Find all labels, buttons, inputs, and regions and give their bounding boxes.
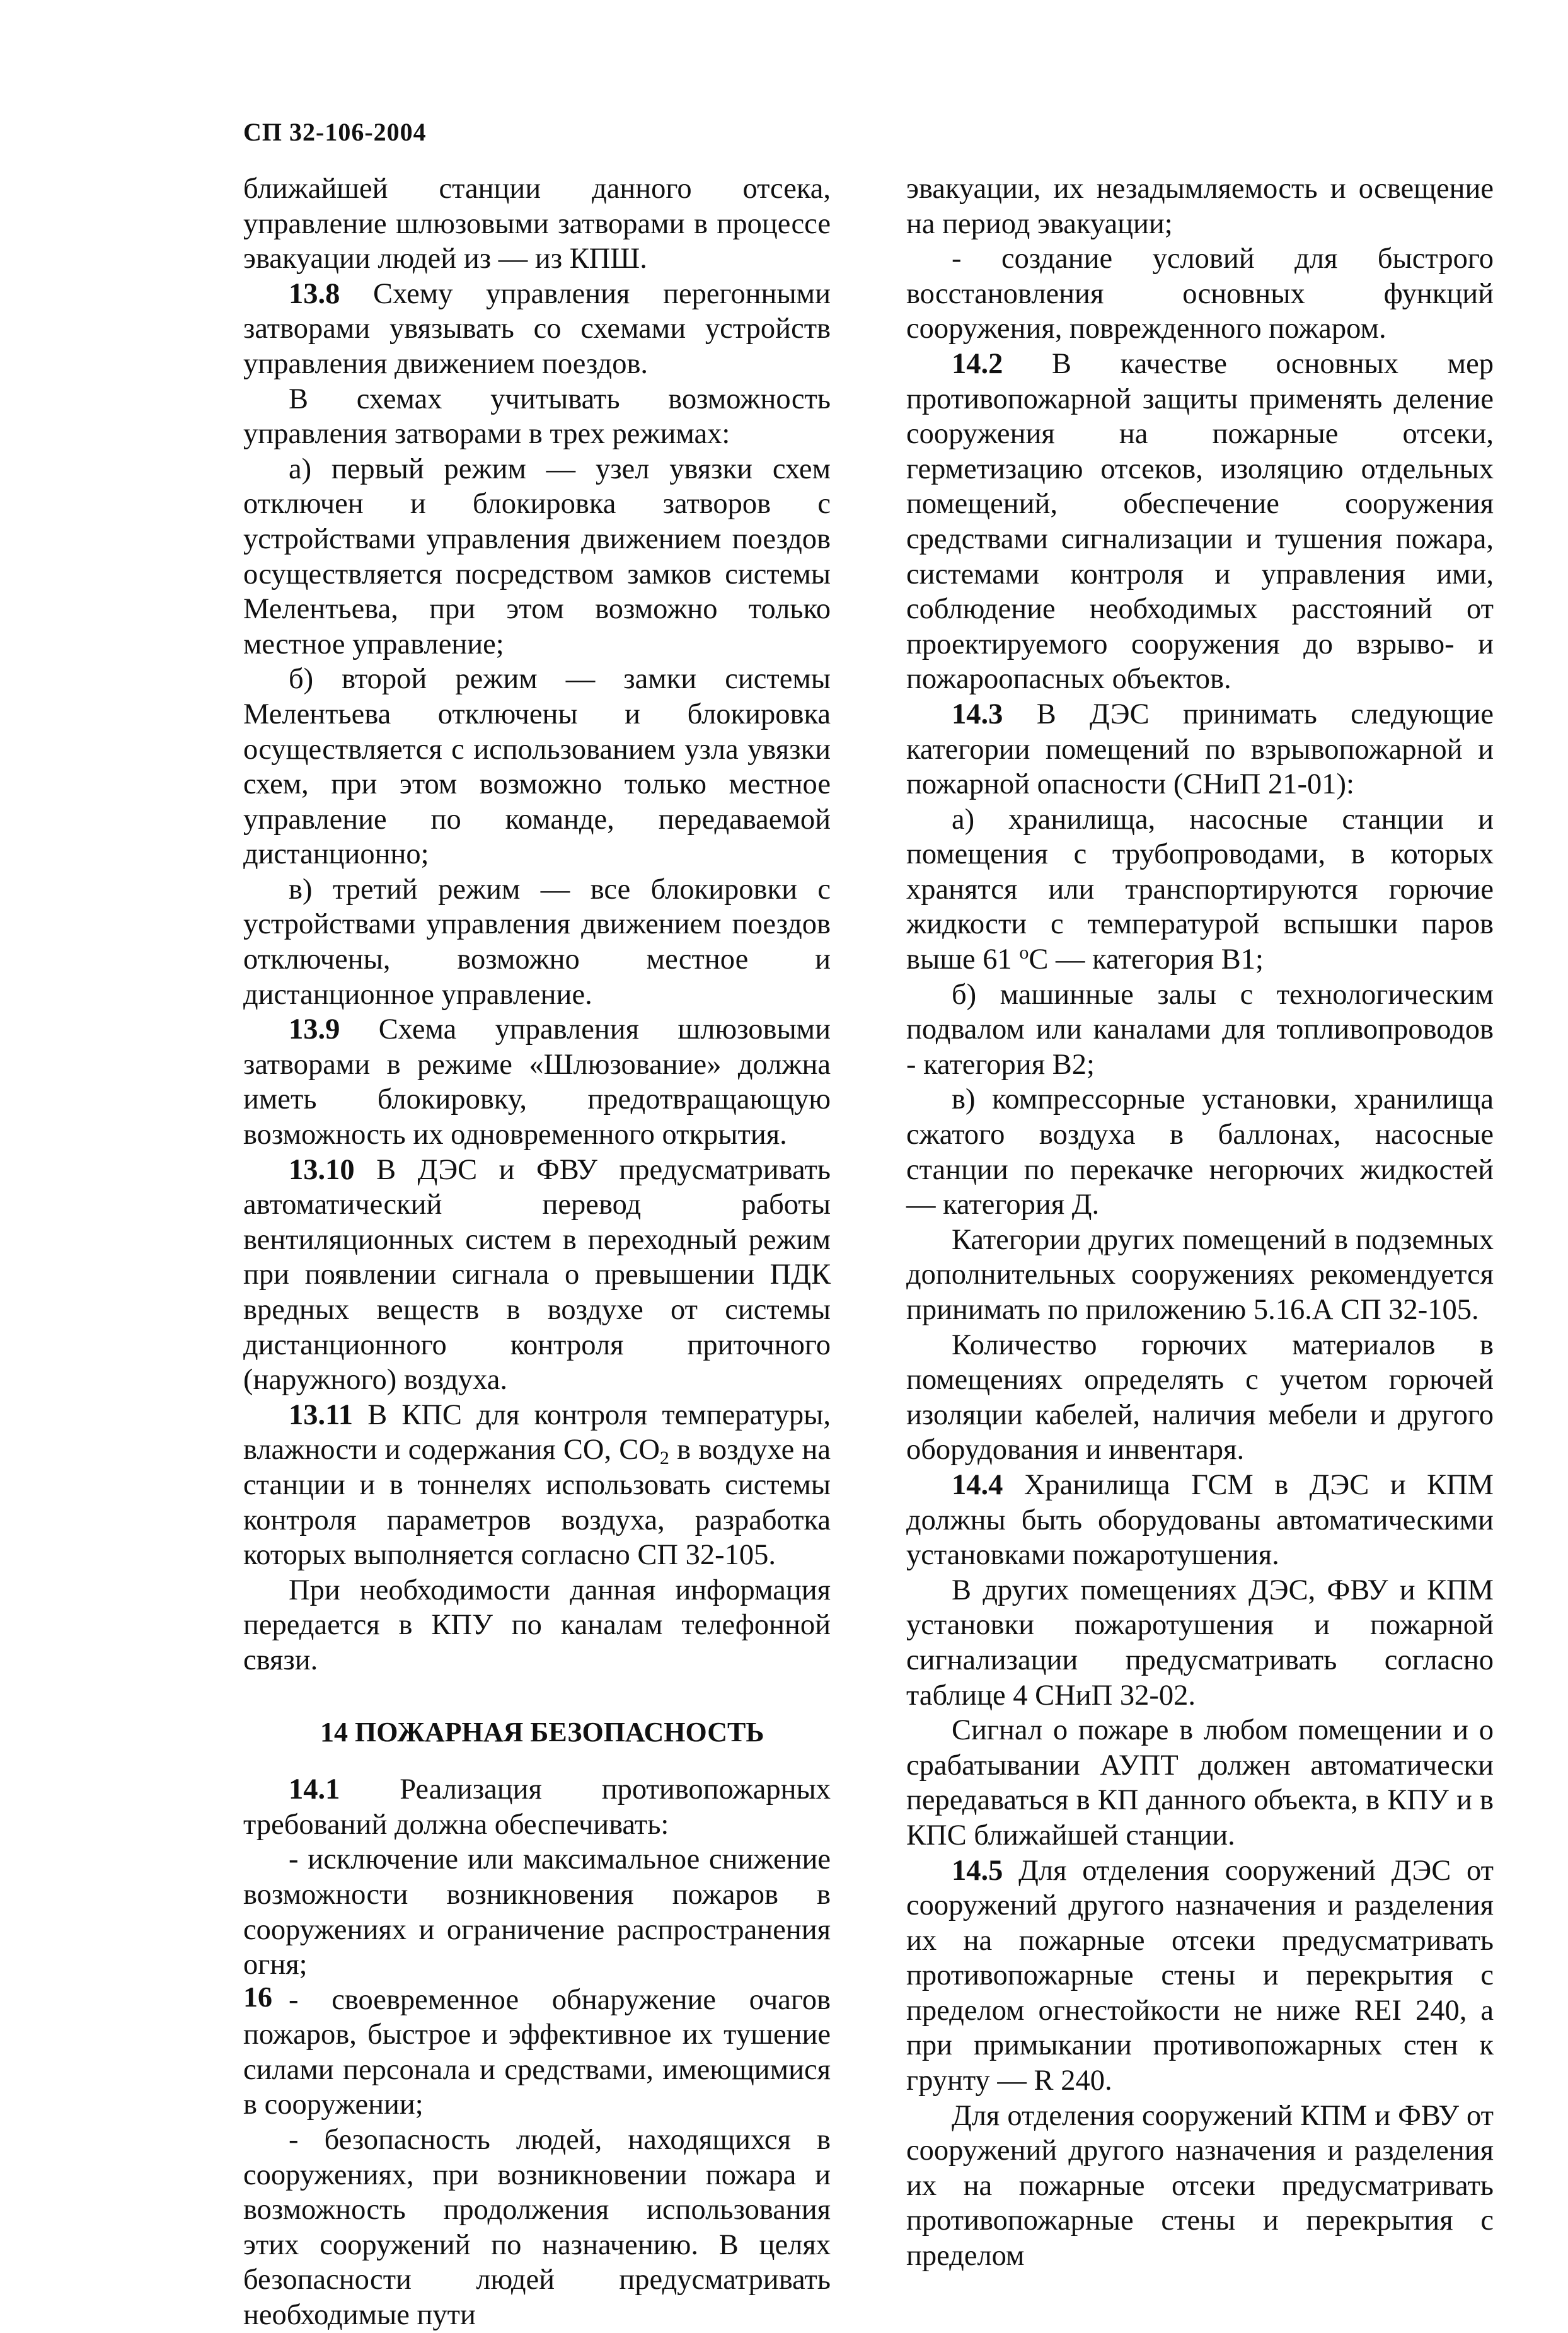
paragraph-text: В ДЭС принимать следующие категории помещений по взрывопожарной и пожарной опасности (СНиП 21-01): — [906, 698, 1494, 801]
paragraph-13-11 — [243, 1398, 831, 1573]
list-item: - своевременное обнаружение очагов пожаров, быстрое и эффективное их тушение силами персонала и средствами, имеющимися в сооружении; — [243, 1983, 831, 2121]
paragraph: При необходимости данная информация передается в КПУ по каналам телефонной связи. — [243, 1574, 831, 1676]
paragraph-text: Схему управления перегонными затворами увязывать со схемами устройств управления движением поездов. — [243, 277, 831, 380]
clause-number: 13.10 — [289, 1153, 355, 1186]
paragraph-14-5 — [906, 1853, 1494, 2099]
clause-number: 14.3 — [952, 698, 1003, 730]
subscript: 2 — [659, 1448, 669, 1469]
clause-number: 13.11 — [289, 1398, 354, 1431]
left-column — [243, 171, 831, 2333]
page-number: 16 — [243, 1981, 272, 2013]
paragraph: Для отделения сооружений КПМ и ФВУ от сооружений другого назначения и разделения их на пожарные отсеки предусматривать противопожарные стены и перекрытия с пределом — [906, 2099, 1494, 2273]
paragraph: Количество горючих материалов в помещениях определять с учетом горючей изоляции кабелей, наличия мебели и другого оборудования и инвентаря. — [906, 1328, 1494, 1466]
paragraph-14-3 — [906, 697, 1494, 802]
paragraph-14-1 — [243, 1772, 831, 1842]
paragraph-13-9 — [243, 1012, 831, 1152]
paragraph-13-10 — [243, 1153, 831, 1398]
paragraph: В схемах учитывать возможность управления затворами в трех режимах: — [243, 383, 831, 451]
paragraph-text: С — категория В1; — [1029, 943, 1264, 976]
section-title: 14 ПОЖАРНАЯ БЕЗОПАСНОСТЬ — [320, 1716, 764, 1748]
clause-number: 14.4 — [952, 1468, 1003, 1501]
paragraph-14-4 — [906, 1468, 1494, 1573]
clause-number: 14.2 — [952, 347, 1003, 380]
list-item: б) машинные залы с технологическим подвалом или каналами для топливопроводов - категория В2; — [906, 978, 1494, 1081]
paragraph: Сигнал о пожаре в любом помещении и о срабатывании АУПТ должен автоматически передаваться в КП данного объекта, в КПУ и в КПС ближайшей станции. — [906, 1714, 1494, 1852]
superscript: о — [1019, 942, 1029, 964]
clause-number: 14.1 — [289, 1773, 340, 1806]
clause-number: 14.5 — [952, 1854, 1003, 1887]
paragraph-13-8 — [243, 277, 831, 382]
list-item: в) третий режим — все блокировки с устройствами управления движением поездов отключены, возможно местное и дистанционное управление. — [243, 873, 831, 1011]
list-item: - безопасность людей, находящихся в сооружениях, при возникновении пожара и возможность продолжения использования этих сооружений по назначению. В целях безопасности людей предусматривать необходимые пути — [243, 2124, 831, 2332]
paragraph-text: В качестве основных мер противопожарной защиты применять деление сооружения на пожарные отсеки, герметизацию отсеков, изоляцию отдельных помещений, обеспечение сооружения средствами сигнализации и тушения пожара, системами контроля и управления ими, соблюдение необходимых расстояний от проектируемого сооружения до взрыво- и пожароопасных объектов. — [906, 347, 1494, 696]
list-item: б) второй режим — замки системы Мелентьева отключены и блокировка осуществляется с использованием узла увязки схем, при этом возможно только местное управление по команде, передаваемой дистанционно; — [243, 663, 831, 871]
paragraph-text: В КПС для контроля температуры, влажности и содержания СО, СО — [243, 1398, 831, 1466]
paragraph-text: Для отделения сооружений ДЭС от сооружений другого назначения и разделения их на пожарные отсеки предусматривать противопожарные стены и перекрытия с пределом огнестойкости не ниже REI 240, а при примыкании противопожарных стен к грунту — R 240. — [906, 1854, 1494, 2097]
paragraph: Категории других помещений в подземных дополнительных сооружениях рекомендуется принимать по приложению 5.16.А СП 32-105. — [906, 1223, 1494, 1326]
paragraph-text: В ДЭС и ФВУ предусматривать автоматический перевод работы вентиляционных систем в переходный режим при появлении сигнала о превышении ПДК вредных веществ в воздухе от системы дистанционного контроля приточного (наружного) воздуха. — [243, 1153, 831, 1397]
paragraph-text: а) хранилища, насосные станции и помещения с трубопроводами, в которых хранятся или транспортируются горючие жидкости с температурой вспышки паров выше 61 — [906, 803, 1494, 976]
list-item: - исключение или максимальное снижение возможности возникновения пожаров в сооружениях и ограничение распространения огня; — [243, 1843, 831, 1981]
list-item — [906, 802, 1494, 977]
paragraph: ближайшей станции данного отсека, управление шлюзовыми затворами в процессе эвакуации людей из — из КПШ. — [243, 173, 831, 275]
paragraph-text: Реализация противопожарных требований должна обеспечивать: — [243, 1773, 831, 1841]
list-item: а) первый режим — узел увязки схем отключен и блокировка затворов с устройствами управления движением поездов осуществляется посредством замков системы Мелентьева, при этом возможно только местное управление; — [243, 452, 831, 660]
document-header: СП 32-106-2004 — [243, 118, 427, 146]
paragraph-text: Хранилища ГСМ в ДЭС и КПМ должны быть оборудованы автоматическими установками пожаротушения. — [906, 1468, 1494, 1572]
clause-number: 13.9 — [289, 1013, 340, 1046]
paragraph-text: Схема управления шлюзовыми затворами в режиме «Шлюзование» должна иметь блокировку, предотвращающую возможность их одновременного открытия. — [243, 1013, 831, 1151]
paragraph: В других помещениях ДЭС, ФВУ и КПМ установки пожаротушения и пожарной сигнализации предусматривать согласно таблице 4 СНиП 32-02. — [906, 1574, 1494, 1712]
clause-number: 13.8 — [289, 277, 340, 310]
paragraph-text: в воздухе на станции и в тоннелях использовать системы контроля параметров воздуха, разработка которых выполняется согласно СП 32-105. — [243, 1434, 831, 1572]
list-item: в) компрессорные установки, хранилища сжатого воздуха в баллонах, насосные станции по перекачке негорючих жидкостей — категория Д. — [906, 1083, 1494, 1221]
right-column — [906, 171, 1494, 2274]
paragraph: эвакуации, их незадымляемость и освещение на период эвакуации; — [906, 173, 1494, 240]
list-item: - создание условий для быстрого восстановления основных функций сооружения, поврежденного пожаром. — [906, 243, 1494, 345]
paragraph-14-2 — [906, 347, 1494, 697]
